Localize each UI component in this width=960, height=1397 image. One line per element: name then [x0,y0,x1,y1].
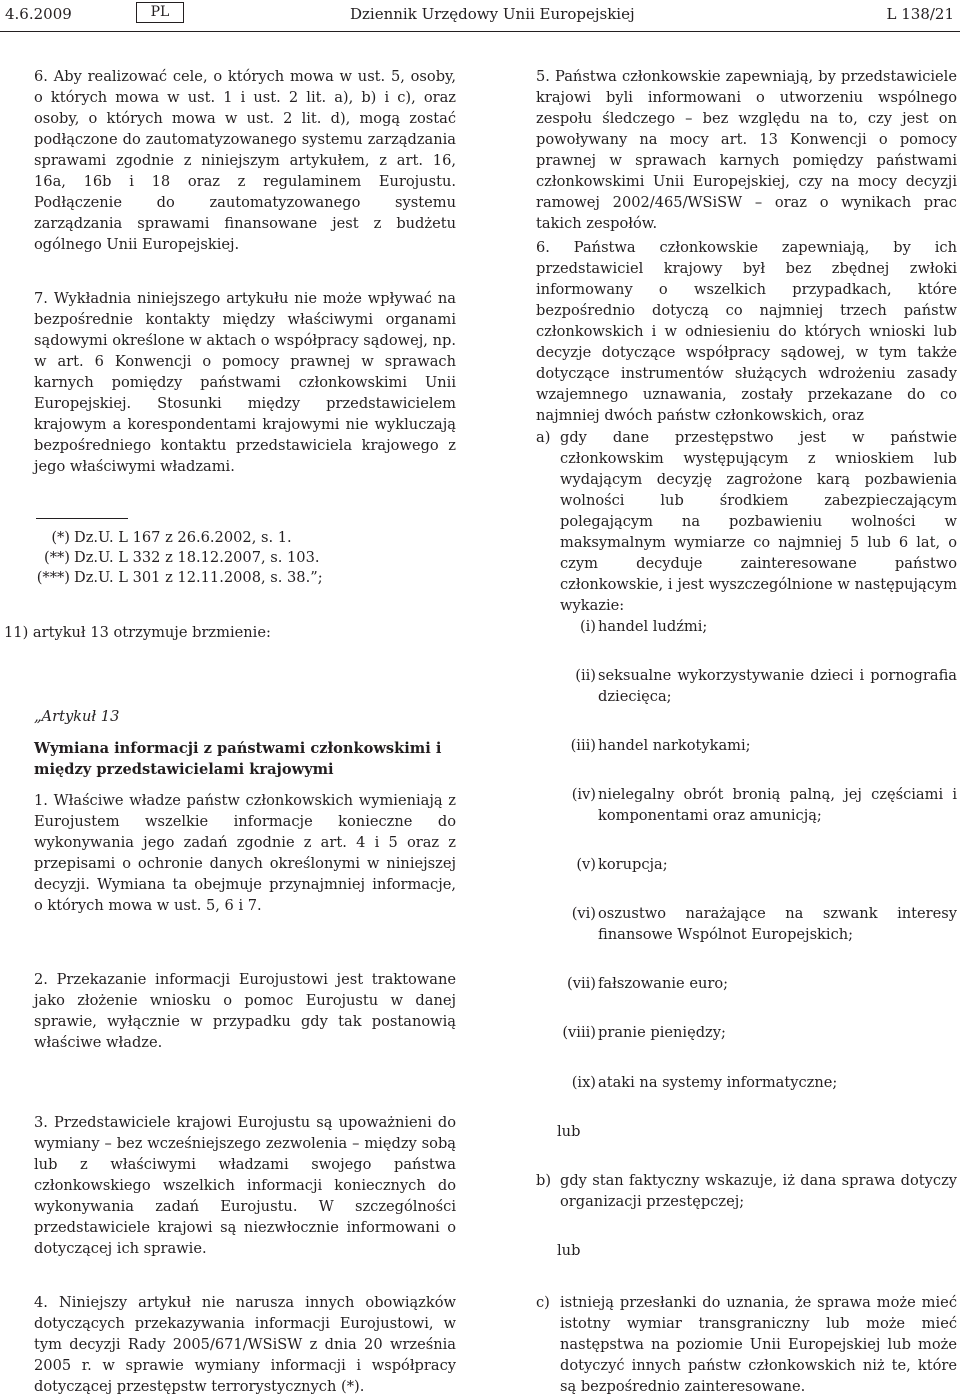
list-text: gdy dane przestępstwo jest w państwie członkowskim występującym z wnioskiem lub wydającym decyzję zagrożone karą pozbawienia wolności lub środkiem zabezpieczającym polegającym na pozbawieniu wolności w maksymalnym wymiarze co najmniej 5 lub 6 lat, o czym decyduje zainteresowane państwo członkowskie, i jest wyszczególnione w następującym wykazie: [560,429,957,614]
offence-text: handel ludźmi; [598,618,708,635]
list-label: a) [536,429,551,446]
article-label: „Artykuł 13 [34,708,120,725]
offence-label: (v) [576,856,596,873]
header-rule [0,31,960,32]
article-13-paragraph-6: 6. Państwa członkowskie zapewniają, by ich przedstawiciel krajowy był bez zbędnej zwłoki informowany o wszelkich przypadkach, które bezpośrednio dotyczą co najmniej trzech państw członkowskich i w odniesieniu do których wnioski lub decyzje dotyczące współpracy sądowej, w tym także dotyczące instrumentów służących wdrożeniu zasady wzajemnego uznawania, zostały przekazane do co najmniej dwóch państw członkowskich, oraz [536,239,957,424]
offence-text: fałszowanie euro; [598,975,729,992]
footnote-mark: (***) [36,569,70,586]
page-header [0,0,960,36]
article-13-paragraph-3: 3. Przedstawiciele krajowi Eurojustu są upoważnieni do wymiany – bez wcześniejszego zezwolenia – między sobą lub z właściwymi władzami swojego państwa członkowskiego wszelkich informacji koniecznych do wykonywania zadań Eurojustu. W szczególności przedstawiciele krajowi są niezwłocznie informowani o dotyczącej ich sprawie. [34,1114,456,1257]
footnote-text: Dz.U. L 332 z 18.12.2007, s. 103. [74,549,320,566]
offence-label: (iii) [570,737,596,754]
offence-label: (ii) [575,667,596,684]
offence-label: (i) [579,618,596,635]
footnote [36,528,366,548]
connector-lub: lub [557,1123,581,1140]
list-label: c) [536,1294,550,1311]
footnote-text: Dz.U. L 167 z 26.6.2002, s. 1. [74,529,292,546]
offence-label: (viii) [562,1024,596,1041]
article-13-paragraph-5: 5. Państwa członkowskie zapewniają, by przedstawiciele krajowi byli informowani o utworzeniu wspólnego zespołu śledczego – bez względu na to, czy jest on powoływany na mocy art. 13 Konwencji o pomocy prawnej w sprawach karnych pomiędzy państwami członkowskimi Unii Europejskiej, czy na mocy decyzji ramowej 2002/465/WSiSW – oraz o wynikach prac takich zespołów. [536,68,957,232]
offence-text: korupcja; [598,856,668,873]
footnote [36,568,366,588]
offence-text: handel narkotykami; [598,737,751,754]
paragraph-7: 7. Wykładnia niniejszego artykułu nie może wpływać na bezpośrednie kontakty między właściwymi organami sądowymi określone w aktach o współpracy sądowej, np. w art. 6 Konwencji o pomocy prawnej w sprawach karnych pomiędzy państwami członkowskimi Unii Europejskiej. Stosunki między przedstawicielem krajowym a korespondentami krajowymi nie wykluczają bezpośredniego kontaktu przedstawiciela krajowego z jego właściwymi władzami. [34,290,456,475]
footnote-mark: (**) [44,549,70,566]
footnote-text: Dz.U. L 301 z 12.11.2008, s. 38.”; [74,569,323,586]
language-badge: PL [136,2,184,23]
connector-lub: lub [557,1242,581,1259]
offence-text: oszustwo narażające na szwank interesy finansowe Wspólnot Europejskich; [598,905,957,943]
offence-label: (iv) [571,786,596,803]
list-text: gdy stan faktyczny wskazuje, iż dana sprawa dotyczy organizacji przestępczej; [560,1172,957,1210]
page-reference: L 138/21 [886,5,954,23]
list-text: istnieją przesłanki do uznania, że sprawa może mieć istotny wymiar transgraniczny lub może mieć następstwa na poziomie Unii Europejskiej lub może dotyczyć innych państw członkowskich niż te, które są bezpośrednio zainteresowane. [560,1294,957,1395]
offence-text: nielegalny obrót bronią palną, jej częściami i komponentami oraz amunicją; [598,786,957,824]
article-title: Wymiana informacji z państwami członkowskimi i między przedstawicielami krajowymi [34,740,442,778]
publication-date: 4.6.2009 [5,5,72,23]
offence-label: (vii) [567,975,596,992]
paragraph-6: 6. Aby realizować cele, o których mowa w ust. 5, osoby, o których mowa w ust. 1 i ust. 2 lit. a), b) i c), oraz osoby, o których mowa w ust. 2 lit. d), mogą zostać podłączone do zautomatyzowanego systemu zarządzania sprawami zgodnie z niniejszym artykułem, z art. 16, 16a, 16b i 18 oraz z regulaminem Eurojustu. Podłączenie do zautomatyzowanego systemu zarządzania sprawami finansowane jest z budżetu ogólnego Unii Europejskiej. [34,68,456,253]
list-label: b) [536,1172,552,1189]
offence-text: pranie pieniędzy; [598,1024,726,1041]
article-13-paragraph-4: 4. Niniejszy artykuł nie narusza innych obowiązków dotyczących przekazywania informacji Eurojustowi, w tym decyzji Rady 2005/671/WSiSW z dnia 20 września 2005 r. w sprawie wymiany informacji i współpracy dotyczącej przestępstw terrorystycznych (*). [34,1294,456,1395]
offence-text: seksualne wykorzystywanie dzieci i pornografia dziecięca; [598,667,957,705]
article-13-paragraph-1: 1. Właściwe władze państw członkowskich wymieniają z Eurojustem wszelkie informacje konieczne do wykonywania jego zadań zgodnie z art. 4 i 5 oraz z przepisami o ochronie danych określonymi w niniejszej decyzji. Wymiana ta obejmuje przynajmniej informacje, o których mowa w ust. 5, 6 i 7. [34,792,456,914]
offence-label: (vi) [571,905,596,922]
offence-text: ataki na systemy informatyczne; [598,1074,838,1091]
footnote-rule [36,518,128,519]
article-13-paragraph-2: 2. Przekazanie informacji Eurojustowi jest traktowane jako złożenie wniosku o pomoc Eurojustu w danej sprawie, wyłącznie w przypadku gdy tak postanowią właściwe władze. [34,971,456,1051]
offence-label: (ix) [571,1074,596,1091]
footnote-mark: (*) [51,529,70,546]
journal-title: Dziennik Urzędowy Unii Europejskiej [350,5,635,23]
amendment-point-11: 11) artykuł 13 otrzymuje brzmienie: [4,624,271,641]
footnote [36,548,366,568]
